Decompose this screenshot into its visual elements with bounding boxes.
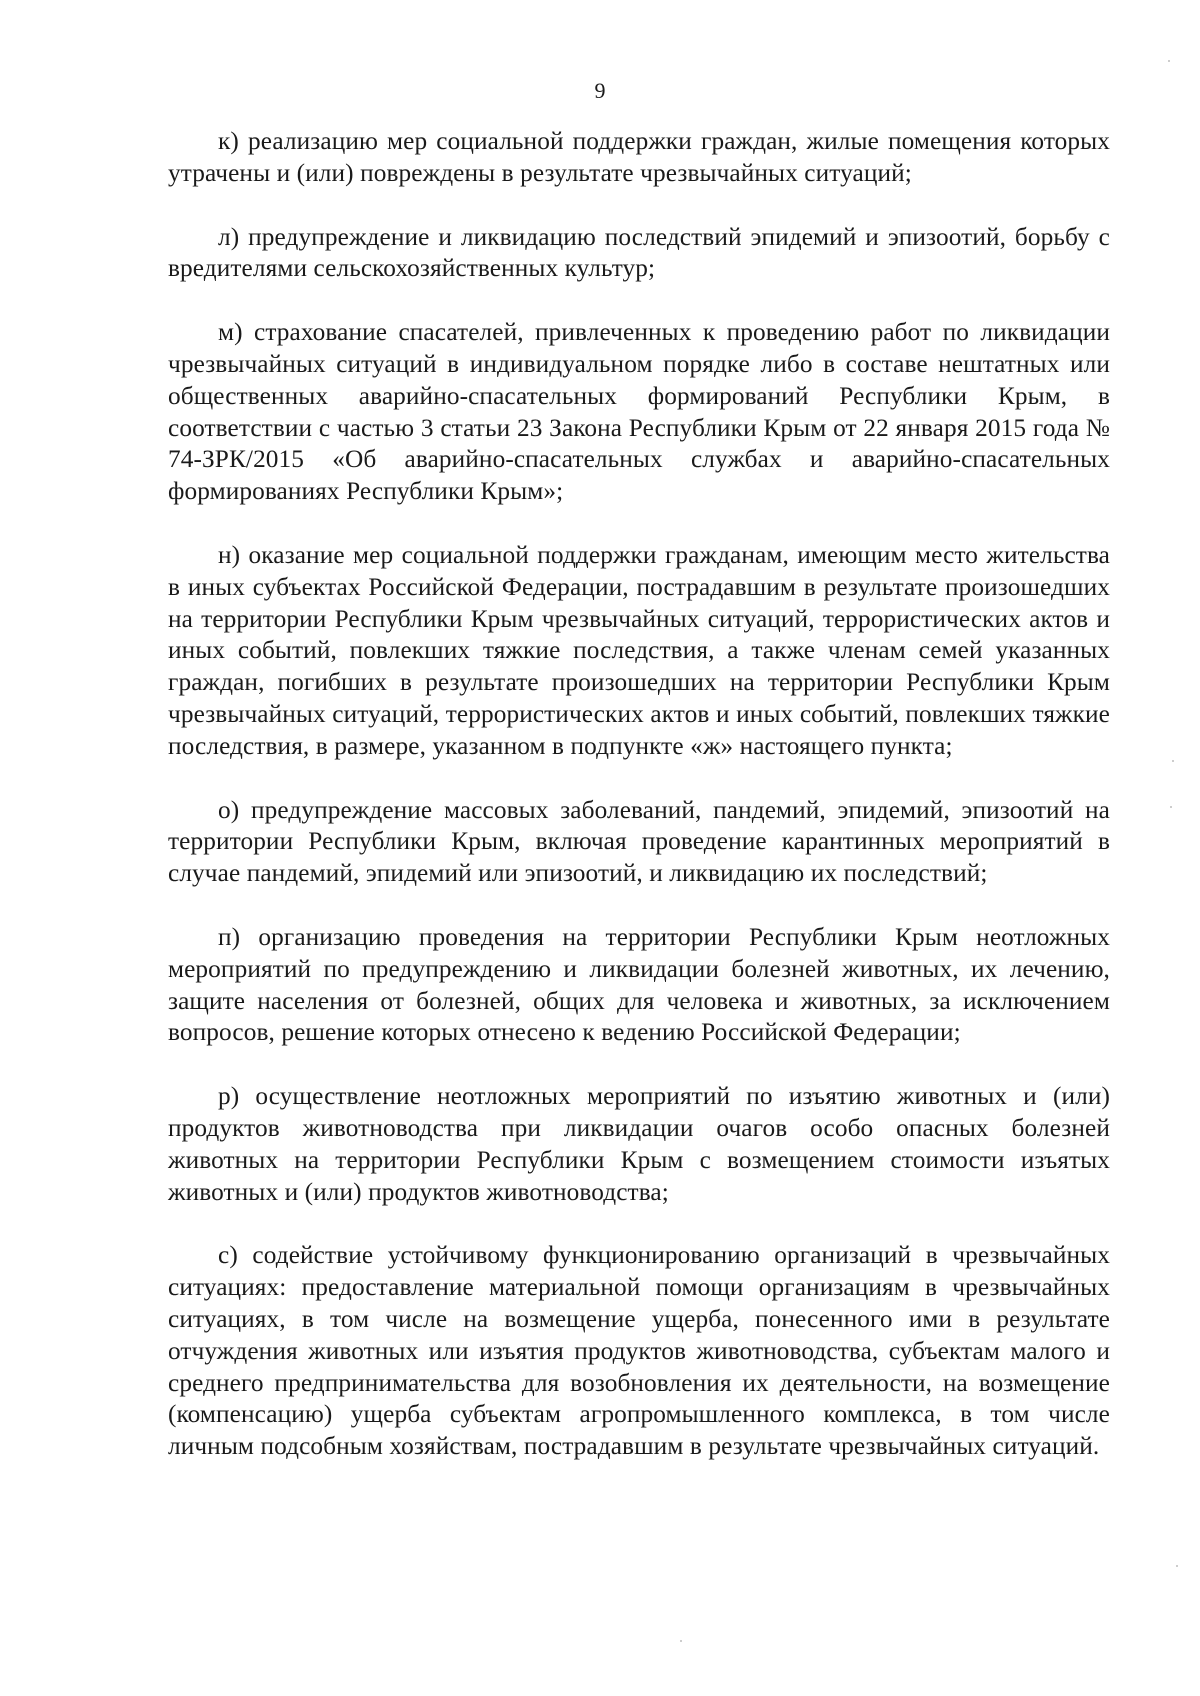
paragraph-p: п) организацию проведения на территории Республики Крым неотложных мероприятий по предупреждению и ликвидации болезней животных, их лечению, защите населения от болезней, общих для человека и животных, за исключением вопросов, решение которых отнесено к ведению Российской Федерации; bbox=[168, 922, 1110, 1047]
paragraph-k: к) реализацию мер социальной поддержки граждан, жилые помещения которых утрачены и (или) повреждены в результате чрезвычайных ситуаций; bbox=[168, 127, 1110, 187]
paragraph-o: о) предупреждение массовых заболеваний, пандемий, эпидемий, эпизоотий на территории Республики Крым, включая проведение карантинных мероприятий в случае пандемий, эпидемий или эпизоотий, и ликвидацию их последствий; bbox=[168, 795, 1110, 888]
scan-speck bbox=[1168, 60, 1170, 62]
document-body bbox=[168, 126, 1110, 1463]
paragraph-m: м) страхование спасателей, привлеченных к проведению работ по ликвидации чрезвычайных ситуаций в индивидуальном порядке либо в составе нештатных или общественных аварийно-спасательных формирований Республики Крым, в соответствии с частью 3 статьи 23 Закона Республики Крым от 22 января 2015 года № 74-ЗРК/2015 «Об аварийно-спасательных службах и аварийно-спасательных формированиях Республики Крым»; bbox=[168, 318, 1110, 506]
page-number: 9 bbox=[594, 78, 606, 103]
paragraph-n: н) оказание мер социальной поддержки гражданам, имеющим место жительства в иных субъектах Российской Федерации, пострадавшим в результате произошедших на территории Республики Крым чрезвычайных ситуаций, террористических актов и иных событий, повлекших тяжкие последствия, а также членам семей указанных граждан, погибших в результате произошедших на территории Республики Крым чрезвычайных ситуаций, террористических актов и иных событий, повлекших тяжкие последствия, в размере, указанном в подпункте «ж» настоящего пункта; bbox=[168, 540, 1110, 760]
paragraph-s: с) содействие устойчивому функционированию организаций в чрезвычайных ситуациях: предоставление материальной помощи организациям в чрезвычайных ситуациях, в том числе на возмещение ущерба, понесенного ими в результате отчуждения животных или изъятия продуктов животноводства, субъектам малого и среднего предпринимательства для возобновления их деятельности, на возмещение (компенсацию) ущерба субъектам агропромышленного комплекса, в том числе личным подсобным хозяйствам, пострадавшим в результате чрезвычайных ситуаций. bbox=[168, 1241, 1110, 1461]
paragraph-r: р) осуществление неотложных мероприятий по изъятию животных и (или) продуктов животноводства при ликвидации очагов особо опасных болезней животных на территории Республики Крым с возмещением стоимости изъятых животных и (или) продуктов животноводства; bbox=[168, 1082, 1110, 1206]
scan-speck bbox=[680, 1640, 682, 1642]
paragraph-l: л) предупреждение и ликвидацию последствий эпидемий и эпизоотий, борьбу с вредителями сельскохозяйственных культур; bbox=[168, 222, 1110, 283]
scan-speck bbox=[1176, 1565, 1178, 1567]
scan-speck bbox=[1172, 760, 1174, 762]
scan-speck bbox=[1170, 806, 1172, 808]
